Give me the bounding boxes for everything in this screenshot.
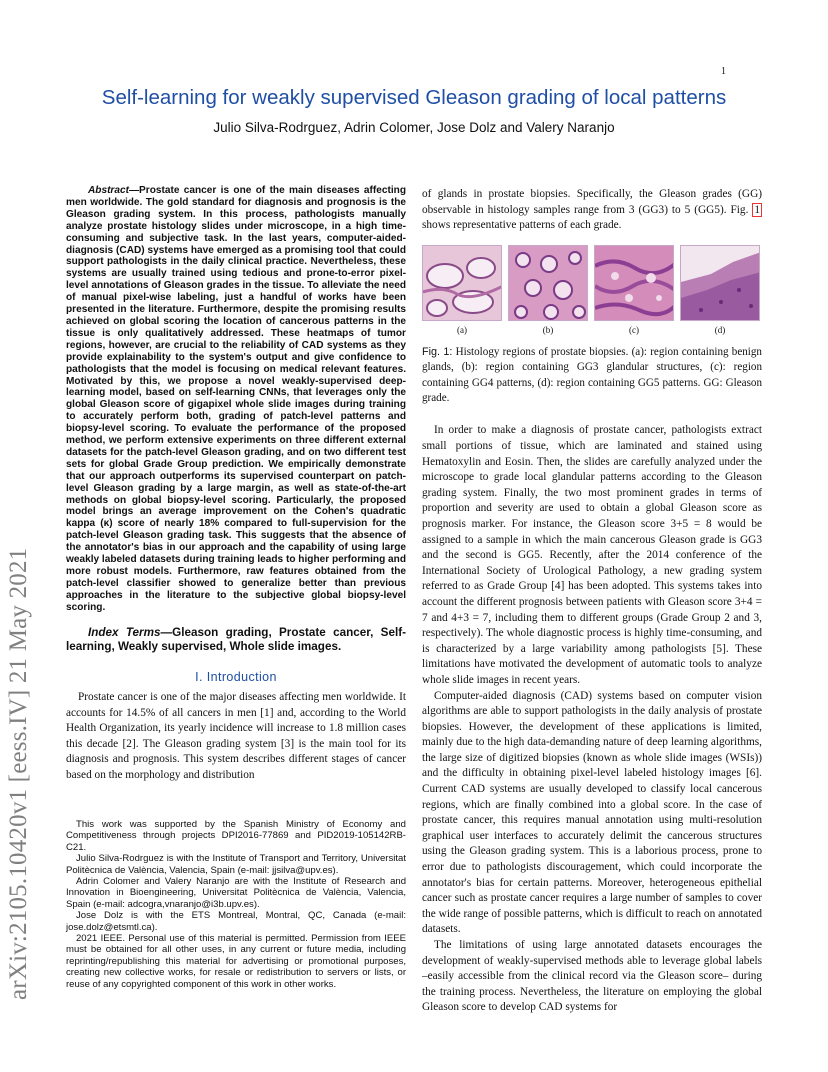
footnotes: [66, 819, 406, 990]
paper-title: Self-learning for weakly supervised Gleason grading of local patterns: [101, 86, 727, 109]
intro-paragraph-right: Computer-aided diagnosis (CAD) systems based on computer vision algorithms are able to support pathologists in the daily analysis of prostate biopsies. However, the development of these applications is limited, mainly due to the high data-demanding nature of deep learning algorithms, the large size of digitized biopsies (known as whole slide images (WSIs)) and the difficulty in obtaining pixel-level labeled histology images [6]. Current CAD systems are usually developed to classify local cancerous regions, which are finally combined into a global score. In the case of prostate cancer, this requires manual annotation using multi-resolution graphical user interfaces to accurately delimit the cancerous structures using the Gleason grading system. This is a laborious process, prone to error due to pathologists discouragement, which could incorporate the annotator's bias for certain patterns. Moreover, heterogeneous epithelial cancer such as prostate cancer requires a large number of samples to cover the wide range of possible patterns, which is difficult to reach on annotated datasets.: [422, 689, 762, 936]
index-terms-text: Gleason grading, Prostate cancer, Self-learning, Weakly supervised, Whole slide images.: [66, 625, 406, 653]
figure-caption: [422, 345, 762, 407]
author-list: Julio Silva-Rodrguez, Adrin Colomer, Jose Dolz and Valery Naranjo: [213, 120, 615, 135]
histology-image-benign: [422, 245, 502, 321]
panel-label-b: (b): [542, 324, 554, 335]
footnote: Adrin Colomer and Valery Naranjo are with the Institute of Research and Innovation in Bioengineering, Universitat Politècnica de València, Valencia, Spain (e-mail: adcogra,vnaranjo@i3b.upv.es).: [66, 876, 406, 910]
abstract: [66, 185, 406, 614]
right-top-text: of glands in prostate biopsies. Specifically, the Gleason grades (GG) observable in histology samples range from 3 (GG3) to 5 (GG5). Fig.: [422, 188, 762, 216]
footnote: This work was supported by the Spanish Ministry of Economy and Competitiveness through projects DPI2016-77869 and PID2019-105142RB-C21.: [66, 819, 406, 853]
arxiv-identifier[interactable]: arXiv:2105.10420v1 [eess.IV] 21 May 2021: [5, 547, 32, 1000]
abstract-label: Abstract—: [88, 185, 140, 196]
histology-image-gg3: [508, 245, 588, 321]
intro-paragraph-right: In order to make a diagnosis of prostate cancer, pathologists extract small portions of tissue, which are laminated and stained using Hematoxylin and Eosin. Then, the slides are carefully analyzed under the microscope to grade local glandular patterns according to the Gleason grading system. Finally, the two most prominent grades in terms of proportion and severity are used to obtain a global Gleason score as prognosis marker. For instance, the Gleason score 3+5 = 8 would be assigned to a sample in which the main cancerous Gleason grade is GG3 and the second is GG5. Recently, after the 2014 conference of the International Society of Urological Pathology, a new grading system referred to as Grade Group [4] has been adopted. This systems takes into account the different prognosis between patients with Gleason score 3+4 = 7 and 4+3 = 7, including them to different groups (Grade Group 2 and 3, respectively). The whole diagnostic process is highly time-consuming, and is characterized by a large variability among pathologists [5]. These limitations have motivated the development of automatic tools to analyze whole slide images in recent years.: [422, 424, 762, 686]
right-column: [422, 187, 762, 1016]
histology-image-gg4: [594, 245, 674, 321]
figure-reference-link[interactable]: 1: [754, 203, 760, 216]
page-number: 1: [721, 66, 726, 77]
left-column: [66, 185, 406, 784]
panel-label-c: (c): [629, 324, 639, 335]
right-top-paragraph: [422, 187, 762, 234]
section-heading-introduction: I. Introduction: [195, 670, 277, 685]
footnote: 2021 IEEE. Personal use of this material is permitted. Permission from IEEE must be obtained for all other uses, in any current or future media, including reprinting/republishing this material for advertising or promotional purposes, creating new collective works, for resale or redistribution to servers or lists, or reuse of any copyrighted component of this work in other works.: [66, 933, 406, 990]
right-top-text-end: shows representative patterns of each grade.: [422, 219, 622, 232]
panel-label-d: (d): [714, 324, 726, 335]
index-terms: [66, 626, 406, 654]
footnote: Julio Silva-Rodrguez is with the Institute of Transport and Territory, Universitat Politècnica de València, Valencia, Spain (e-mail: jjsilva@upv.es).: [66, 853, 406, 876]
abstract-text: Prostate cancer is one of the main diseases affecting men worldwide. The gold standard for diagnosis and prognosis is the Gleason grading system. In this process, pathologists manually analyze prostate histology slides under microscope, in a high time-consuming and subjective task. In the last years, computer-aided-diagnosis (CAD) systems have emerged as a promising tool that could support pathologists in the daily clinical practice. Nevertheless, these systems are usually trained using tedious and prone-to-error pixel-level annotations of Gleason grades in the tissue. To alleviate the need of manual pixel-wise labeling, just a handful of works have been presented in the literature. Furthermore, despite the promising results achieved on global scoring the location of cancerous patterns in the tissue is only qualitatively addressed. These heatmaps of tumor regions, however, are crucial to the reliability of CAD systems as they provide explainability to the system's output and give confidence to pathologists that the model is focusing on medical relevant features. Motivated by this, we propose a novel weakly-supervised deep-learning model, based on self-learning CNNs, that leverages only the global Gleason score of gigapixel whole slide images during training to accurately perform both, grading of patch-level patterns and biopsy-level scoring. To evaluate the performance of the proposed method, we perform extensive experiments on three different external datasets for the patch-level Gleason grading, and on two different test sets for global Grade Group prediction. We empirically demonstrate that our approach outperforms its supervised counterpart on patch-level Gleason grading by a large margin, as well as state-of-the-art methods on global biopsy-level scoring. Particularly, the proposed model brings an average improvement on the Cohen's quadratic kappa (κ) score of nearly 18% compared to full-supervision for the patch-level Gleason grading task. This suggests that the absence of the annotator's bias in our approach and the capability of using large weakly labeled datasets during training leads to higher performing and more robust models. Furthermore, raw features obtained from the patch-level classifier showed to generalize better than previous approaches in the literature to the subjective global biopsy-level scoring.: [66, 185, 406, 613]
footnote: Jose Dolz is with the ETS Montreal, Montral, QC, Canada (e-mail: jose.dolz@etsmtl.ca).: [66, 910, 406, 933]
caption-label: Fig. 1:: [422, 345, 453, 358]
panel-label-a: (a): [457, 324, 467, 335]
figure-1: [422, 245, 762, 341]
caption-text: Histology regions of prostate biopsies. (a): region containing benign glands, (b): region containing GG3 glandular structures, (c): region containing GG4 patterns, (d): region containing GG5 patterns. GG: Gleason grade.: [422, 345, 762, 404]
intro-paragraph-right: The limitations of using large annotated datasets encourages the development of weakly-supervised methods able to leverage global labels –easily accessible from the clinical record via the Gleason score– during the training process. Nevertheless, the literature on employing the global Gleason score to develop CAD systems for: [422, 939, 762, 1014]
index-terms-label: Index Terms—: [88, 625, 173, 639]
intro-paragraph-left: Prostate cancer is one of the major diseases affecting men worldwide. It accounts for 14.5% of all cancers in men [1] and, according to the World Health Organization, its yearly incidence will increase to 1.8 million cases this decade [2]. The Gleason grading system [3] is the main tool for its diagnosis and prognosis. This system describes different stages of cancer based on the morphology and distribution: [66, 691, 406, 781]
histology-image-gg5: [680, 245, 760, 321]
